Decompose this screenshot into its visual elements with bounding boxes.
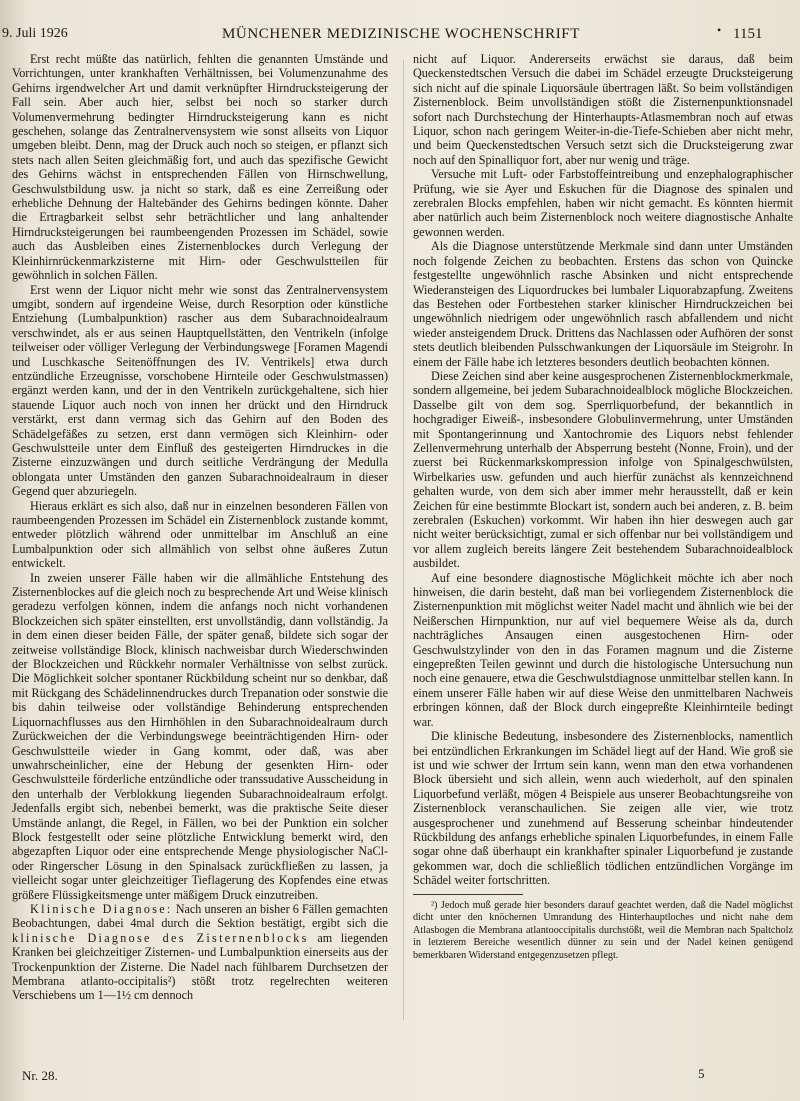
paragraph-text: am liegenden Kranken bei gleichzeitiger Zisternen- und Lumbalpunktion einerseits aus der Trockenpunktion der Zisterne. Die Nadel nach fühlbarem Durchsetzen der Membrana atlanto-occipitalis²) stößt trotz regelrechten weiteren Verschiebens um 1—1½ cm dennoch	[12, 930, 388, 1003]
footnote: ²) Jedoch muß gerade hier besonders darauf geachtet werden, daß die Nadel möglichst dicht unter den knöchernen Umrandung des Hinterhauptloches und nicht nahe dem Atlasbogen die Membrana atlantooccipitalis durchstößt, weil die Membran nach Spaltcholz in letzterem Bereiche wesentlich dünner zu sein und der Nadel keinen genügend bemerkbaren Widerstand entgegenzusetzen pflegt.	[413, 899, 793, 961]
paragraph-text: Nach unseren an bisher 6 Fällen gemachten Beobachtungen, dabei 4mal durch die Sektion bestätigt, ergibt sich die	[12, 901, 388, 931]
paragraph: Hieraus erklärt es sich also, daß nur in einzelnen besonderen Fällen von raumbeengenden Prozessen im Schädel ein Zisternenblock zustande kommt, entweder plötzlich während oder unmittelbar im Anschluß an eine Lumbalpunktion oder sich allmählich von selbst ohne äußeres Zutun entwickelt.	[12, 498, 388, 571]
paragraph: Auf eine besondere diagnostische Möglichkeit möchte ich aber noch hinweisen, die darin besteht, daß man bei vorliegendem Zisternenblock die Zisternenpunktion mit möglichst weiter Nadel macht und ähnlich wie bei der Neißerschen Hirnpunktion, nur auf viel bequemere Weise als da, durch nachträgliches Ansaugen einen ausgestochenen Hirn- oder Geschwulstzylinder von den in das Foramen magnum und die Zisterne eingepreßten Teilen gewinnt und durch die histologische Untersuchung nun noch eine genauere, etwa die Geschwulstdiagnose unmittelbar stellen kann. In einem unserer Fälle haben wir auf diese Weise den unmittelbaren Nachweis erbringen können, daß der Block durch eingepreßte Kleinhirnteile bedingt war.	[413, 570, 793, 729]
emphasized-text: klinische Diagnose des Zisternenblocks	[12, 930, 309, 945]
header-date: 9. Juli 1926	[2, 26, 68, 41]
paragraph: Erst recht müßte das natürlich, fehlten die genannten Umstände und Vorrichtungen, unter krankhaften Verhältnissen, bei Volumenzunahme des Gehirns irgendwelcher Art und damit verknüpfter Hirndrucksteigerung der Fall sein. Aber auch hier, selbst bei noch so starker durch Volumenvermehrung bedingter Hirndrucksteigerung kann es nicht geschehen, solange das Zentralnervensystem wie sonst allseits von Liquor umgeben bleibt. Denn, mag der Druck auch noch so steigen, er pflanzt sich stets nach allen Seiten gleichmäßig fort, und auch das spezifische Gewicht des Gehirns wächst in entsprechenden Fällen von Hirnschwellung, Geschwulstbildung usw. ja nicht so stark, daß es eine Zerreißung oder erhebliche Dehnung der Haltebänder des Gehirns bedingen könnte. Daher die Ertragbarkeit selbst sehr beträchtlicher und lang anhaltender Hirndrucksteigerungen bei raumbeengenden Prozessen im Schädel, sowie auch das Ausbleiben eines Zisternenblockes durch Verlegung der Kleinhirnrückenmarkzisterne mit Hirn- oder Geschwulstteilen für gewöhnlich in solchen Fällen.	[12, 52, 388, 283]
journal-title: MÜNCHENER MEDIZINISCHE WOCHENSCHRIFT	[222, 26, 580, 42]
signature-mark: 5	[698, 1066, 705, 1081]
paragraph: Versuche mit Luft- oder Farbstoffeintreibung und enzephalographischer Prüfung, wie sie Ayer und Eskuchen für die Diagnose des spinalen und zerebralen Blocks empfehlen, haben wir nicht gemacht. Es könnten hiermit aber natürlich auch beim Zisternenblock noch weitere diagnostische Anhalte gewonnen werden.	[413, 167, 793, 239]
running-header	[0, 23, 800, 48]
column-divider	[403, 60, 404, 1020]
left-column	[12, 52, 388, 1003]
section-label: Klinische Diagnose:	[30, 901, 173, 916]
right-column	[413, 52, 793, 963]
paragraph: Die klinische Bedeutung, insbesondere des Zisternenblocks, namentlich bei entzündlichen Erkrankungen im Schädel liegt auf der Hand. Wie groß sie ist und wie schwer der Irrtum sein kann, wenn man den etwa vorhandenen Block übersieht und sich allein, wenn auch wiederholt, auf den spinalen Liquorbefund verläßt, mögen 4 Beispiele aus unserer Beobachtungsreihe von Zisternenblock veranschaulichen. Sie zeigen alle vier, wie trotz ausgesprochener und zunehmend auf Besserung scheinbar hindeutender Rückbildung des anfangs erhebliche spinalen Liquorbefundes, in einem Falle sogar ohne daß überhaupt ein krankhafter spinaler Liquorbefund je zustande gekommen war, doch die schließlich tödlichen entzündlichen Vorgänge im Schädel weiter fortschritten.	[413, 729, 793, 888]
header-mark: •	[717, 23, 722, 37]
clinical-diagnosis-paragraph	[12, 902, 388, 1003]
paragraph: Als die Diagnose unterstützende Merkmale sind dann unter Umständen noch folgende Zeichen zu beobachten. Erstens das schon von Quincke festgestellte ungewöhnlich rasche Absinken und nicht entsprechende Wiederansteigen des Liquordruckes bei lumbaler Liquorabzapfung. Zweitens das Bestehen oder Fortbestehen starker klinischer Hirndruckzeichen bei ungewöhnlich niedrigem oder ungewöhnlich rasch abfallendem und nicht wieder ansteigendem Druck. Drittens das Nachlassen oder Aufhören der sonst stets deutlich bleibenden Pulsschwankungen der Liquorsäule im Steigrohr. In einem der Fälle habe ich letzteres besonders deutlich beobachten können.	[413, 239, 793, 369]
paragraph: Erst wenn der Liquor nicht mehr wie sonst das Zentralnervensystem umgibt, sondern auf irgendeine Weise, durch Resorption oder künstliche Entziehung (Lumbalpunktion) rascher aus dem Subarachnoidealraum verschwindet, als er aus seinen Hauptquellstätten, den Ventrikeln (infolge teilweiser oder völliger Verlegung der Verbindungswege [Foramen Magendi und Luschkasche Seitenöffnungen des IV. Ventrikels] etwa durch entzündliche Erzeugnisse, vorschobene Hirnteile oder Geschwulstmassen) ergänzt werden kann, und der in den Ventrikeln zurückgehaltene, sich hier stauende Liquor auch noch von innen her drückt und den Hirndruck verstärkt, erst dann vermag sich das Gehirn auf den Boden des Schädelgefäßes zu setzen, erst dann vermögen sich Kleinhirn- oder Geschwulstteile unter dem Einfluß des gesteigerten Hirndruckes in die Zisterne einzuzwängen und durch seitliche Verdrängung der Medulla oblongata unter Umständen den ganzen Subarachnoidealraum in dieser Gegend quer abzuriegeln.	[12, 282, 388, 499]
issue-number: Nr. 28.	[22, 1068, 58, 1083]
footnote-rule	[413, 894, 523, 895]
paragraph: nicht auf Liquor. Andererseits erwächst sie daraus, daß beim Queckenstedtschen Versuch die dabei im Schädel erzeugte Drucksteigerung sich nicht auf die spinale Liquorsäule übertragen läßt. So beim vollständigen Zisternenblock. Beim unvollständigen stößt die Zisternenpunktionsnadel sofort nach Durchstechung der Hinterhaupts-Atlasmembran noch auf etwas Liquor, schon nach geringem Weiter-in-die-Tiefe-Schieben aber nicht mehr, und beim Queckenstedtschen Versuch setzt sich die Drucksteigerung zwar noch auf den Spinalliquor fort, aber nur wenig und träge.	[413, 52, 793, 167]
page-number: 1151	[733, 26, 763, 42]
paragraph: In zweien unserer Fälle haben wir die allmähliche Entstehung des Zisternenblockes auf die gleich noch zu besprechende Art und Weise klinisch geradezu verfolgen können, indem die anfangs noch nicht vorhandenen Blockzeichen sich später einstellten, erst unvollständig, dann vollständig. Ja in dem einen dieser beiden Fälle, der später genaß, bildete sich sogar der zeitweise vollständige Block, klinisch nachweisbar durch Wiederschwinden der Blockzeichen und Rückkehr normaler Verhältnisse von selbst zurück. Die Möglichkeit solcher spontaner Rückbildung scheint nur so denkbar, daß mit Rückgang des Schädelinnendruckes durch Trepanation oder sonstwie die bis dahin teilweise oder vollständige Behinderung entsprechenden Liquornachflusses aus den Hirnhöhlen in den Subarachnoidealraum durch Zurückweichen der die Verbindungswege beeinträchtigenden Hirn- oder Geschwulstteile wieder in Gang kommt, oder daß, was aber unwahrscheinlicher, eine der Hebung der gesenkten Hirn- oder Geschwulstteile förderliche entzündliche oder transsudative Ausscheidung in den unterhalb der Verblokkung liegenden Subarachnoidealraum erfolgt. Jedenfalls ergibt sich, nebenbei bemerkt, was die praktische Seite dieser Umstände anlangt, die Regel, in Fällen, wo bei der Punktion ein solcher Block festgestellt oder seine plötzliche Entwicklung bemerkt wird, den abgezapften Liquor oder eine entsprechende Menge physiologischer NaCl- oder Ringerscher Lösung in den Spinalsack zurückfließen zu lassen, ja vielleicht sogar unter gleichzeitiger Tieflagerung des Kopfendes eine etwas größere Flüssigkeitsmenge unter mäßigem Druck einzutreiben.	[12, 570, 388, 902]
paragraph: Diese Zeichen sind aber keine ausgesprochenen Zisternenblockmerkmale, sondern allgemeine, bei jedem Subarachnoidealblock mögliche Blockzeichen. Dasselbe gilt von dem sog. Sperrliquorbefund, der bekanntlich in hochgradiger Eiweiß-, insbesondere Globulinvermehrung, unter Umständen mit Spontangerinnung und Xantochromie des Liquors nebst fehlender Zellenvermehrung unterhalb der Absperrung besteht (Nonne, Froin), und der zuerst bei Rückenmarkskompression infolge von Spinalgeschwülsten, Wirbelkaries usw. gefunden und auch hierfür zunächst als kennzeichnend gehalten wurde, von dem sich aber immer mehr herausstellt, daß er kein Zeichen für eine bestimmte Blockart ist, sondern auch bei anderen, z. B. beim zerebralen (Eskuchen) vorkommt. Wir haben ihn hier deswegen auch gar nicht weiter berücksichtigt, zumal er sich offenbar nur bei vollständigem und vor allem zugleich bereits längere Zeit bestehendem Subarachnoidealblock ausbildet.	[413, 368, 793, 571]
